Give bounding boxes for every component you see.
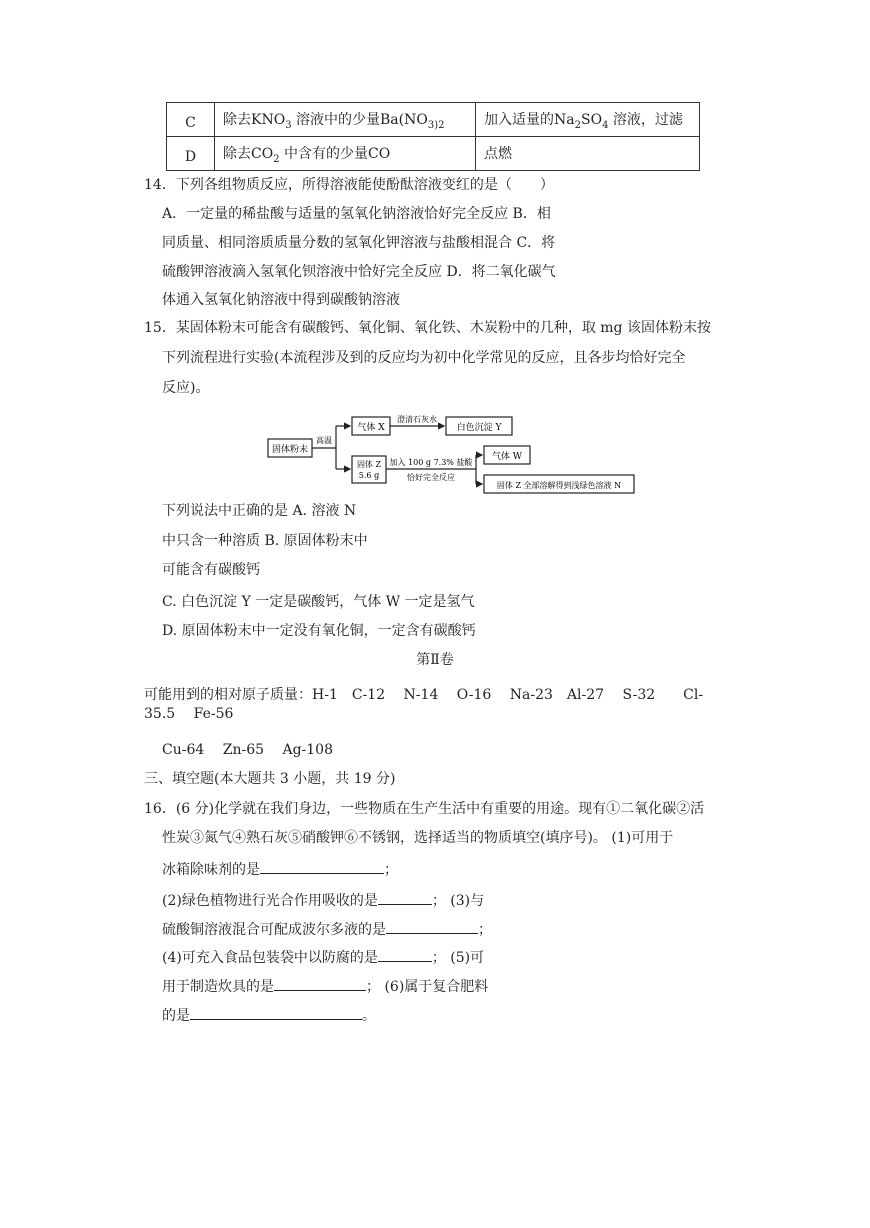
q14-line: 硫酸钾溶液滴入氢氧化钡溶液中恰好完全反应 D．将二氧化碳气 (162, 264, 556, 280)
table-row (167, 137, 700, 171)
answer-blank-4[interactable] (378, 947, 432, 962)
q15-option-line: 中只含一种溶质 B. 原固体粉末中 (162, 533, 368, 549)
result-n-label: 固体 Z 全部溶解得到浅绿色溶液 N (496, 481, 622, 490)
lime-water-label: 澄清石灰水 (397, 415, 437, 424)
q14-stem: 14．下列各组物质反应，所得溶液能使酚酞溶液变红的是（ ） (144, 177, 554, 193)
table-row (167, 103, 700, 137)
q15-line: 下列流程进行实验(本流程涉及到的反应均为初中化学常见的反应，且各步均恰好完全 (162, 350, 686, 366)
atomic-mass-line: Cu-64 Zn-65 Ag-108 (162, 742, 333, 758)
q16-line: 16．(6 分)化学就在我们身边，一些物质在生产生活中有重要的用途。现有①二氧化碳②活 (144, 801, 705, 817)
high-temp-label: 高温 (316, 436, 332, 445)
atomic-mass-line: 35.5 Fe-56 (144, 706, 234, 722)
row-letter: D (167, 137, 215, 171)
q14-line: A．一定量的稀盐酸与适量的氢氧化钠溶液恰好完全反应 B．相 (162, 206, 551, 222)
gas-w-label: 气体 W (491, 452, 523, 462)
q15-option-line: 可能含有碳酸钙 (162, 562, 260, 578)
q15-option-line: 下列说法中正确的是 A. 溶液 N (162, 503, 357, 519)
solid-z-mass: 5.6 g (358, 471, 380, 480)
options-table (166, 102, 700, 171)
exact-react-label: 恰好完全反应 (407, 473, 455, 482)
solid-powder-label: 固体粉末 (271, 445, 309, 455)
row-purpose: 除去$CO_2$ 中含有的少量CO (215, 137, 476, 171)
row-method: 点燃 (476, 137, 700, 171)
q15-option-line: D. 原固体粉末中一定没有氧化铜，一定含有碳酸钙 (162, 623, 476, 639)
add-hcl-label: 加入 100 g 7.3% 盐酸 (389, 458, 473, 467)
section-title: 第Ⅱ卷 (416, 652, 454, 668)
q16-line: (4)可充入食品包装袋中以防腐的是 ； (5)可 (162, 947, 484, 967)
answer-blank-3[interactable] (386, 919, 478, 934)
q16-line: (2)绿色植物进行光合作用吸收的是 ； (3)与 (162, 890, 484, 910)
gas-x-label: 气体 X (357, 423, 385, 433)
row-letter: C (167, 103, 215, 137)
solid-z-label: 固体 Z (356, 460, 382, 469)
flow-diagram (266, 412, 646, 496)
white-ppt-label: 白色沉淀 Y (456, 423, 502, 433)
answer-blank-6[interactable] (190, 1005, 362, 1020)
q15-line: 15．某固体粉末可能含有碳酸钙、氧化铜、氧化铁、木炭粉中的几种，取 mg 该固体粉末按 (144, 320, 711, 336)
answer-blank-5[interactable] (274, 976, 366, 991)
atomic-mass-line: 可能用到的相对原子质量：H-1 C-12 N-14 O-16 Na-23 Al-27 S-32 Cl- (144, 687, 704, 703)
q16-line: 的是 。 (162, 1005, 376, 1025)
q15-line: 反应)。 (162, 380, 210, 396)
row-method: 加入适量的$Na_2SO_4$ 溶液，过滤 (476, 103, 700, 137)
q16-line: 硫酸铜溶液混合可配成波尔多液的是 ； (162, 919, 492, 939)
q16-line: 用于制造炊具的是 ； (6)属于复合肥料 (162, 976, 488, 996)
row-purpose: 除去$KNO_3$ 溶液中的少量$Ba(NO_{3)2}$ (215, 103, 476, 137)
answer-blank-2[interactable] (378, 890, 432, 905)
q15-option-line: C. 白色沉淀 Y 一定是碳酸钙，气体 W 一定是氢气 (162, 594, 475, 610)
q14-line: 体通入氢氧化钠溶液中得到碳酸钠溶液 (162, 292, 400, 308)
q16-line: 冰箱除味剂的是 ； (162, 859, 398, 879)
q16-line: 性炭③氮气④熟石灰⑤硝酸钾⑥不锈钢，选择适当的物质填空(填序号)。 (1)可用于 (162, 830, 674, 846)
q14-line: 同质量、相同溶质质量分数的氢氧化钾溶液与盐酸相混合 C．将 (162, 235, 556, 251)
answer-blank-1[interactable] (260, 859, 384, 874)
section-heading: 三、填空题(本大题共 3 小题，共 19 分) (144, 771, 396, 787)
